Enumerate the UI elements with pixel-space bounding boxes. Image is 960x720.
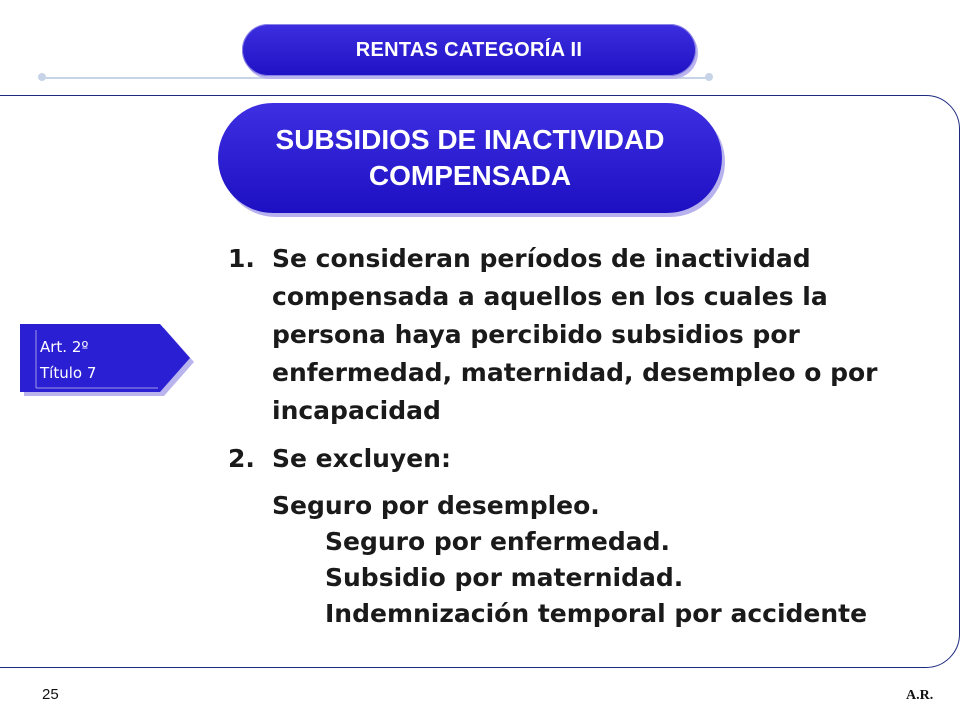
list-item-text: Se consideran períodos de inactividad compensada a aquellos en los cuales la persona haya percibido subsidios por enfermedad, maternidad, desempleo o por incapacidad: [272, 244, 878, 425]
exclusion-item: Indemnización temporal por accidente: [325, 599, 868, 628]
list-item: [228, 440, 928, 478]
section-header: [242, 24, 696, 76]
header-rule: [42, 77, 710, 79]
list-item-text: Se excluyen:: [272, 444, 451, 473]
article-tab-shape: [20, 322, 200, 398]
slide-title: [218, 103, 722, 213]
list-item-number: 2.: [228, 444, 255, 473]
exclusion-list: [228, 488, 928, 632]
rule-dot-right: [705, 73, 713, 81]
slide-title-line1: SUBSIDIOS DE INACTIVIDAD: [275, 124, 665, 155]
exclusion-item: Subsidio por maternidad.: [325, 563, 684, 592]
author-initials: A.R.: [906, 688, 934, 703]
exclusion-item: Seguro por desempleo.: [272, 491, 600, 520]
list-item-number: 1.: [228, 244, 255, 273]
rule-dot-left: [38, 73, 46, 81]
exclusion-item: Seguro por enfermedad.: [325, 527, 671, 556]
page-number: 25: [42, 686, 59, 703]
article-tab: [20, 322, 200, 398]
list-item: [228, 240, 928, 430]
article-tab-line1: Art. 2º: [40, 338, 89, 356]
slide-title-line2: COMPENSADA: [368, 160, 572, 191]
slide-body: [228, 240, 928, 632]
article-tab-line2: Título 7: [40, 364, 97, 382]
section-header-label: RENTAS CATEGORÍA II: [355, 38, 583, 61]
